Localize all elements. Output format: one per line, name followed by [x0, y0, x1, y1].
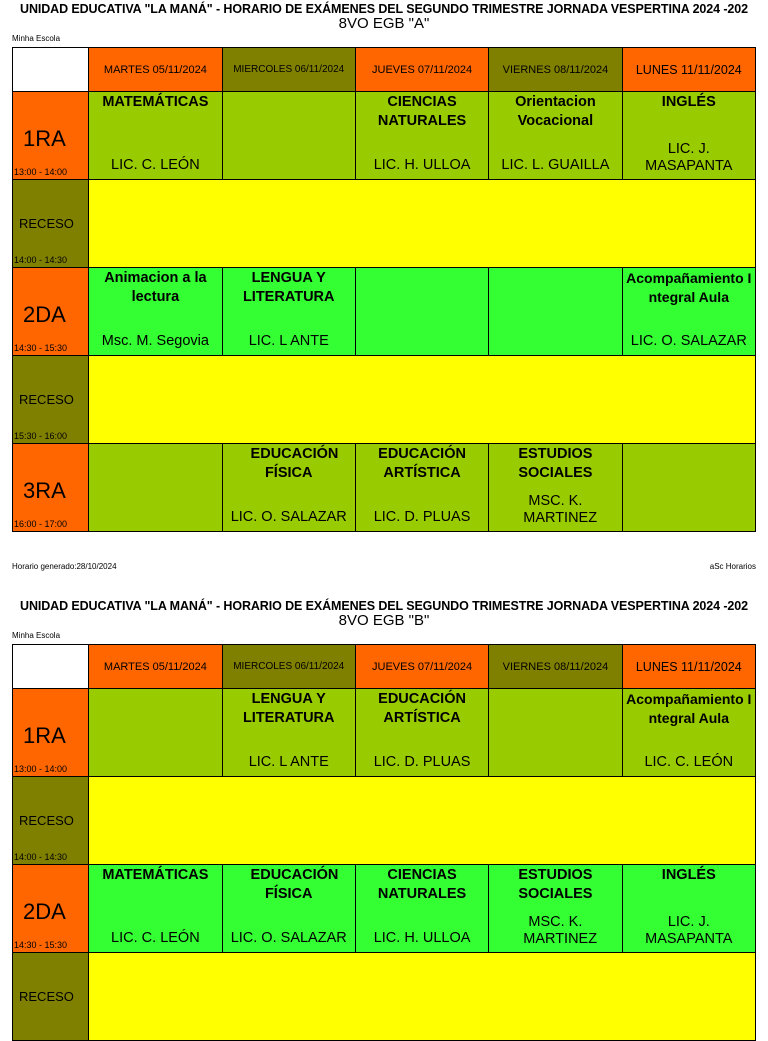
teacher: LIC. L. GUAILLA — [501, 157, 610, 173]
subject: EDUCACIÓN FÍSICA — [250, 446, 339, 481]
lesson-cell — [355, 689, 488, 777]
subject — [89, 689, 221, 690]
teacher: LIC. H. ULLOA — [373, 930, 471, 946]
subject: EDUCACIÓN ARTÍSTICA — [378, 446, 466, 481]
break-row — [13, 180, 756, 268]
break-cell — [13, 180, 89, 268]
teacher: MSC. K. MARTINEZ — [523, 914, 598, 947]
lesson-cell — [489, 268, 622, 356]
period-time: 16:00 - 17:00 — [14, 519, 68, 529]
subject: ESTUDIOS SOCIALES — [518, 446, 593, 481]
lesson-cell — [222, 268, 355, 356]
subject: Orientacion Vocacional — [515, 94, 596, 129]
day-header-row — [13, 645, 756, 689]
lesson-cell — [489, 865, 622, 953]
break-span — [89, 180, 756, 268]
break-time: 15:30 - 16:00 — [14, 431, 68, 441]
teacher: LIC. D. PLUAS — [373, 754, 471, 770]
break-cell — [13, 356, 89, 444]
teacher: LIC. L ANTE — [248, 333, 329, 349]
lesson-cell — [489, 92, 622, 180]
teacher: LIC. D. PLUAS — [373, 509, 471, 525]
break-row — [13, 356, 756, 444]
subject: MATEMÁTICAS — [102, 867, 209, 883]
subject: INGLÉS — [661, 867, 716, 883]
corner-cell — [13, 48, 89, 92]
period-time: 14:30 - 15:30 — [14, 940, 68, 950]
period-row — [13, 92, 756, 180]
lesson-cell — [622, 865, 755, 953]
subject: LENGUA Y LITERATURA — [242, 691, 335, 726]
teacher: LIC. J. MASAPANTA — [645, 141, 733, 174]
period-row — [13, 444, 756, 532]
period-name: 2DA — [23, 899, 66, 924]
period-row — [13, 689, 756, 777]
subject: EDUCACIÓN ARTÍSTICA — [378, 691, 466, 726]
class-name: 8VO EGB "A" — [338, 15, 430, 32]
day-header: LUNES 11/11/2024 — [622, 645, 755, 689]
break-time: 14:00 - 14:30 — [14, 852, 68, 862]
period-cell — [13, 444, 89, 532]
footer — [12, 562, 756, 572]
generator-credit: aSc Horarios — [709, 562, 756, 571]
subject: Acompañamiento Integral Aula — [626, 270, 752, 305]
teacher: LIC. C. LEÓN — [111, 157, 200, 173]
period-cell — [13, 689, 89, 777]
lesson-cell — [222, 92, 355, 180]
period-time: 13:00 - 14:00 — [14, 764, 68, 774]
subject: Acompañamiento Integral Aula — [626, 691, 752, 726]
teacher: LIC. O. SALAZAR — [230, 509, 347, 525]
break-span — [89, 356, 756, 444]
subject — [489, 689, 621, 690]
teacher: LIC. O. SALAZAR — [630, 333, 747, 349]
subject: CIENCIAS NATURALES — [377, 867, 467, 902]
break-name: RECESO — [19, 216, 74, 231]
teacher: Msc. M. Segovia — [101, 333, 209, 349]
period-name: 1RA — [23, 126, 66, 151]
day-header: MIERCOLES 06/11/2024 — [222, 48, 355, 92]
break-time: 14:00 - 14:30 — [14, 255, 68, 265]
lesson-cell — [222, 444, 355, 532]
day-header: MIERCOLES 06/11/2024 — [222, 645, 355, 689]
break-name: RECESO — [19, 392, 74, 407]
subject — [489, 268, 621, 269]
period-time: 14:30 - 15:30 — [14, 343, 68, 353]
page-title: UNIDAD EDUCATIVA "LA MANÁ" - HORARIO DE EXÁMENES DEL SEGUNDO TRIMESTRE JORNADA VESPERTINA 2024 -202 — [20, 2, 748, 16]
period-name: 1RA — [23, 723, 66, 748]
day-header: MARTES 05/11/2024 — [89, 645, 222, 689]
period-cell — [13, 268, 89, 356]
day-header: VIERNES 08/11/2024 — [489, 645, 622, 689]
break-name: RECESO — [19, 813, 74, 828]
timetable-grid — [12, 644, 756, 1041]
subject: LENGUA Y LITERATURA — [242, 270, 335, 305]
day-header: MARTES 05/11/2024 — [89, 48, 222, 92]
lesson-cell — [355, 444, 488, 532]
lesson-cell — [89, 92, 222, 180]
period-name: 2DA — [23, 302, 66, 327]
subject: ESTUDIOS SOCIALES — [518, 867, 593, 902]
period-cell — [13, 92, 89, 180]
lesson-cell — [222, 865, 355, 953]
subject — [223, 92, 355, 93]
lesson-cell — [489, 444, 622, 532]
subject — [623, 444, 755, 445]
lesson-cell — [355, 92, 488, 180]
lesson-cell — [622, 444, 755, 532]
teacher: LIC. J. MASAPANTA — [645, 914, 733, 947]
period-row — [13, 865, 756, 953]
subject — [89, 444, 221, 445]
teacher: MSC. K. MARTINEZ — [523, 493, 598, 526]
teacher: LIC. H. ULLOA — [373, 157, 471, 173]
break-row — [13, 777, 756, 865]
period-row — [13, 268, 756, 356]
lesson-cell — [222, 689, 355, 777]
corner-cell — [13, 645, 89, 689]
lesson-cell — [355, 268, 488, 356]
break-name: RECESO — [19, 989, 74, 1004]
subject — [356, 268, 488, 269]
period-name: 3RA — [23, 478, 66, 503]
teacher: LIC. L ANTE — [248, 754, 329, 770]
teacher: LIC. C. LEÓN — [111, 930, 200, 946]
period-time: 13:00 - 14:00 — [14, 167, 68, 177]
day-header: VIERNES 08/11/2024 — [489, 48, 622, 92]
break-cell — [13, 953, 89, 1041]
lesson-cell — [622, 689, 755, 777]
break-row — [13, 953, 756, 1041]
lesson-cell — [622, 268, 755, 356]
lesson-cell — [622, 92, 755, 180]
teacher: LIC. O. SALAZAR — [230, 930, 347, 946]
subject: MATEMÁTICAS — [102, 94, 209, 110]
day-header: JUEVES 07/11/2024 — [355, 645, 488, 689]
lesson-cell — [89, 444, 222, 532]
break-cell — [13, 777, 89, 865]
subject: INGLÉS — [661, 94, 716, 110]
lesson-cell — [355, 865, 488, 953]
lesson-cell — [89, 865, 222, 953]
subject: EDUCACIÓN FÍSICA — [250, 867, 339, 902]
page-title: UNIDAD EDUCATIVA "LA MANÁ" - HORARIO DE EXÁMENES DEL SEGUNDO TRIMESTRE JORNADA VESPERTINA 2024 -202 — [20, 599, 748, 613]
teacher: LIC. C. LEÓN — [644, 754, 734, 770]
lesson-cell — [89, 689, 222, 777]
break-span — [89, 953, 756, 1041]
school-name: Minha Escola — [12, 34, 61, 43]
day-header: LUNES 11/11/2024 — [622, 48, 755, 92]
generated-date: Horario generado:28/10/2024 — [12, 562, 117, 571]
break-span — [89, 777, 756, 865]
day-header-row — [13, 48, 756, 92]
day-header: JUEVES 07/11/2024 — [355, 48, 488, 92]
period-cell — [13, 865, 89, 953]
timetable-sheet-b — [0, 597, 768, 1004]
class-name: 8VO EGB "B" — [338, 612, 430, 629]
lesson-cell — [489, 689, 622, 777]
subject: CIENCIAS NATURALES — [377, 94, 467, 129]
school-name: Minha Escola — [12, 631, 61, 640]
timetable-grid — [12, 47, 756, 532]
subject: Animacion a la lectura — [104, 270, 207, 305]
lesson-cell — [89, 268, 222, 356]
